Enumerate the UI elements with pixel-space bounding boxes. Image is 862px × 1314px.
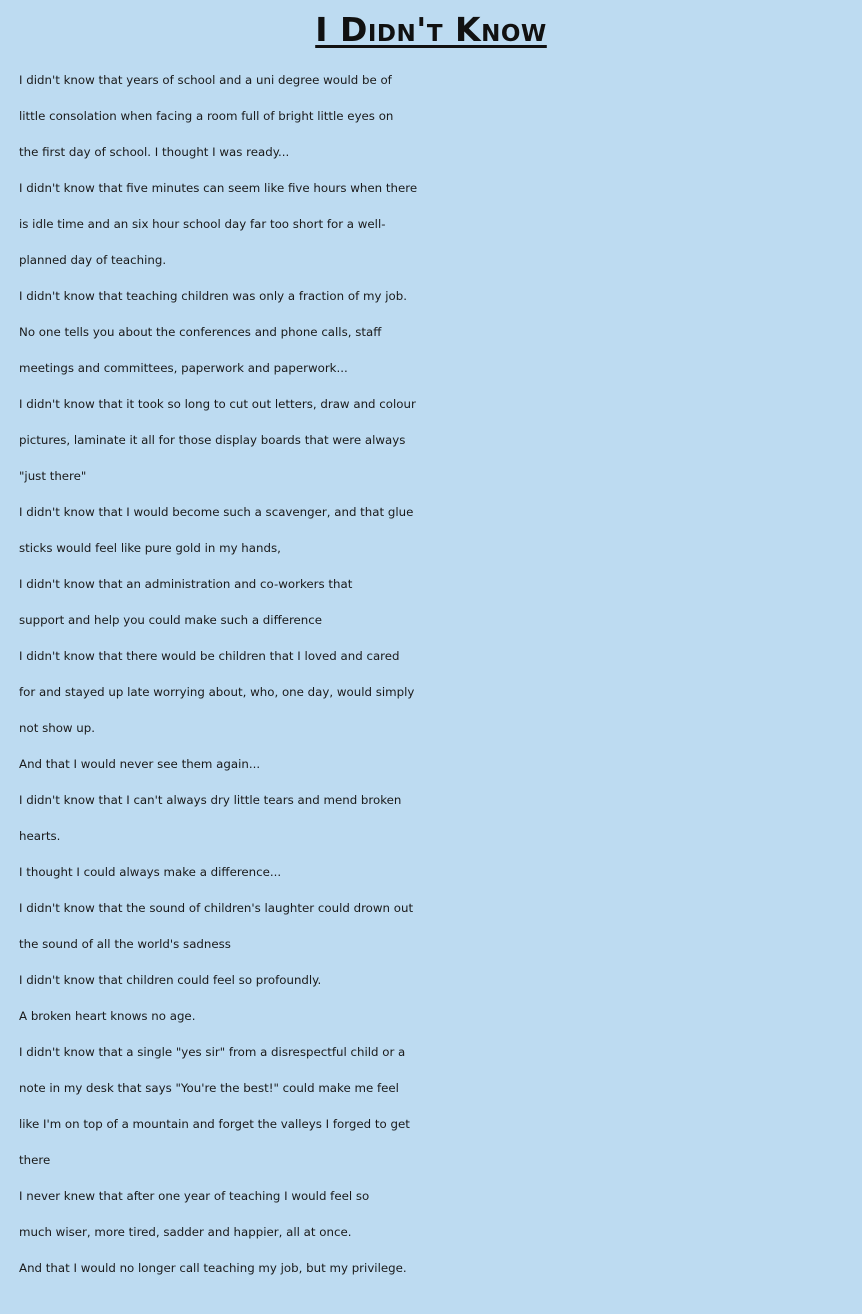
poem-line: I didn't know that years of school and a uni degree would be of bbox=[19, 73, 392, 87]
poem-line: not show up. bbox=[19, 721, 96, 735]
poem-line: the sound of all the world's sadness bbox=[19, 937, 231, 951]
poem-line: for and stayed up late worrying about, who, one day, would simply bbox=[19, 685, 415, 699]
poem-line: planned day of teaching. bbox=[19, 253, 167, 267]
poem-line: I didn't know that a single "yes sir" from a disrespectful child or a bbox=[19, 1045, 406, 1059]
poem-line: little consolation when facing a room full of bright little eyes on bbox=[19, 109, 394, 123]
poem-line: A broken heart knows no age. bbox=[19, 1009, 196, 1023]
poem-line: I didn't know that it took so long to cut out letters, draw and colour bbox=[19, 397, 416, 411]
poem-line: like I'm on top of a mountain and forget the valleys I forged to get bbox=[19, 1117, 410, 1131]
poem-title: I Didn't Know bbox=[315, 10, 547, 49]
poem-line: support and help you could make such a difference bbox=[19, 613, 323, 627]
poem-line: there bbox=[19, 1153, 51, 1167]
poem-line: And that I would no longer call teaching my job, but my privilege. bbox=[19, 1261, 407, 1275]
poem-line: much wiser, more tired, sadder and happier, all at once. bbox=[19, 1225, 352, 1239]
poem-line: "just there" bbox=[19, 469, 87, 483]
poem-line: meetings and committees, paperwork and paperwork... bbox=[19, 361, 348, 375]
poem-line: I didn't know that an administration and co-workers that bbox=[19, 577, 353, 591]
poem-line: I didn't know that I can't always dry little tears and mend broken bbox=[19, 793, 402, 807]
poem-line: note in my desk that says "You're the best!" could make me feel bbox=[19, 1081, 399, 1095]
poem-line: I didn't know that teaching children was only a fraction of my job. bbox=[19, 289, 407, 303]
poem-line: I didn't know that there would be children that I loved and cared bbox=[19, 649, 400, 663]
poem-line: No one tells you about the conferences and phone calls, staff bbox=[19, 325, 382, 339]
poem-line: sticks would feel like pure gold in my hands, bbox=[19, 541, 281, 555]
poem-line: I thought I could always make a difference... bbox=[19, 865, 282, 879]
poem-body bbox=[19, 62, 849, 1286]
poem-line: pictures, laminate it all for those display boards that were always bbox=[19, 433, 406, 447]
poem-line: I didn't know that children could feel so profoundly. bbox=[19, 973, 322, 987]
poem-line: the first day of school. I thought I was ready... bbox=[19, 145, 290, 159]
poem-line: is idle time and an six hour school day far too short for a well- bbox=[19, 217, 386, 231]
poem-line: hearts. bbox=[19, 829, 61, 843]
poem-line: I didn't know that the sound of children's laughter could drown out bbox=[19, 901, 414, 915]
poem-line: I didn't know that five minutes can seem like five hours when there bbox=[19, 181, 418, 195]
poem-line: I didn't know that I would become such a scavenger, and that glue bbox=[19, 505, 414, 519]
poem-line: I never knew that after one year of teaching I would feel so bbox=[19, 1189, 370, 1203]
poem-line: And that I would never see them again... bbox=[19, 757, 261, 771]
